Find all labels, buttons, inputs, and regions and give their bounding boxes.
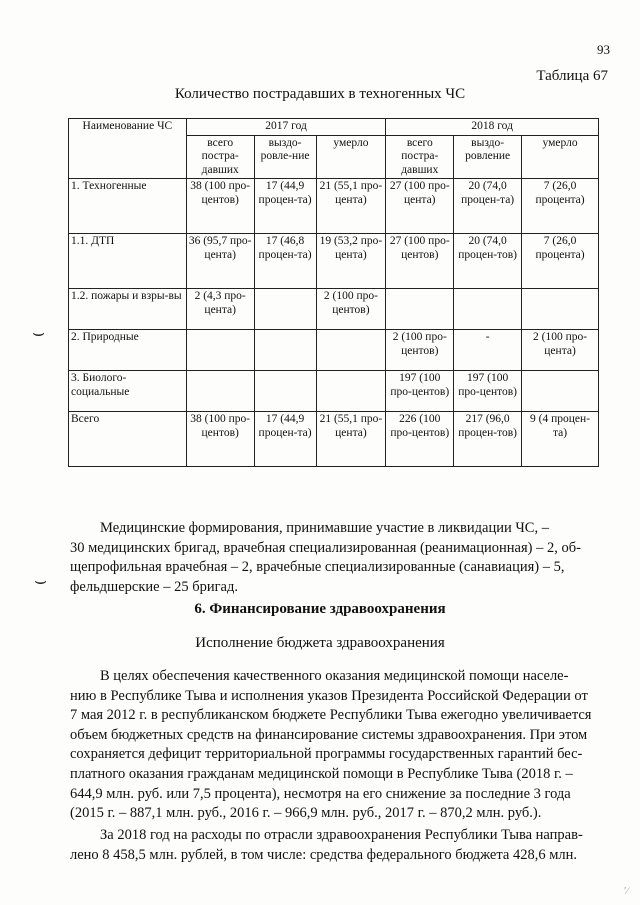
table-cell — [254, 289, 316, 330]
table-cell: 27 (100 про-цента) — [386, 179, 454, 234]
subheader-cell: всего постра-давших — [386, 135, 454, 179]
text-line: 30 медицинских бригад, врачебная специализированная (реанимационная) – 2, об- — [70, 539, 581, 556]
table-cell: - — [454, 330, 522, 371]
table-cell — [522, 289, 599, 330]
table-cell — [254, 330, 316, 371]
paragraph-medical-teams — [70, 519, 608, 597]
table-cell: 197 (100 про-центов) — [454, 371, 522, 412]
subheader-cell: умерло — [316, 135, 386, 179]
table-cell: 7 (26,0 процента) — [522, 179, 599, 234]
table-cell: 2 (100 про-цента) — [522, 330, 599, 371]
table-cell: 19 (53,2 про-цента) — [316, 234, 386, 289]
table-cell — [522, 371, 599, 412]
row-label: 1.1. ДТП — [69, 234, 187, 289]
row-label: Всего — [69, 412, 187, 467]
table-cell: 226 (100 про-центов) — [386, 412, 454, 467]
text-line: За 2018 год на расходы по отрасли здравоохранения Республики Тыва направ- — [100, 827, 583, 843]
table-cell: 20 (74,0 процен-тов) — [454, 234, 522, 289]
table-row — [69, 179, 599, 234]
table-row — [69, 234, 599, 289]
table-cell — [316, 371, 386, 412]
table-cell: 38 (100 про-центов) — [186, 412, 254, 467]
margin-scan-mark: ⌣ — [32, 322, 46, 344]
text-line: сохраняется дефицит территориальной программы государственных гарантий бес- — [70, 746, 583, 763]
table-cell: 7 (26,0 процента) — [522, 234, 599, 289]
table-header-row — [69, 119, 599, 136]
table-cell: 21 (55,1 про-цента) — [316, 179, 386, 234]
table-cell: 2 (4,3 про-цента) — [186, 289, 254, 330]
table-cell: 36 (95,7 про-цента) — [186, 234, 254, 289]
table-row — [69, 330, 599, 371]
page-number: 93 — [597, 42, 610, 57]
table-cell — [316, 330, 386, 371]
table-cell: 21 (55,1 про-цента) — [316, 412, 386, 467]
table-cell — [186, 371, 254, 412]
text-line: щепрофильная врачебная – 2, врачебные специализированные (санавиация) – 5, — [70, 559, 565, 576]
table-row — [69, 289, 599, 330]
text-line: нию в Республике Тыва и исполнения указов Президента Российской Федерации от — [70, 687, 588, 704]
text-line: лено 8 458,5 млн. рублей, в том числе: средства федерального бюджета 428,6 млн. — [70, 846, 577, 863]
table-cell: 17 (46,8 процен-та) — [254, 234, 316, 289]
row-label: 1. Техногенные — [69, 179, 187, 234]
row-label: 2. Природные — [69, 330, 187, 371]
table-cell: 2 (100 про-центов) — [386, 330, 454, 371]
paragraph-budget — [70, 667, 608, 824]
paragraph-expenditure — [70, 826, 608, 865]
table-cell: 20 (74,0 процен-та) — [454, 179, 522, 234]
table-cell: 2 (100 про-центов) — [316, 289, 386, 330]
text-line: (2015 г. – 887,1 млн. руб., 2016 г. – 966,9 млн. руб., 2017 г. – 870,2 млн. руб.). — [70, 805, 542, 822]
table-cell: 9 (4 процен-та) — [522, 412, 599, 467]
table-title: Количество пострадавших в техногенных ЧС — [174, 86, 466, 102]
text-line: платного оказания гражданам медицинской помощи в Республике Тыва (2018 г. – — [70, 765, 573, 782]
subheader-cell: всего постра-давших — [186, 135, 254, 179]
text-line: Медицинские формирования, принимавшие участие в ликвидации ЧС, – — [100, 520, 549, 536]
table-cell — [386, 289, 454, 330]
table-cell: 38 (100 про-центов) — [186, 179, 254, 234]
table-cell — [186, 330, 254, 371]
corner-mark: ′∕ — [624, 886, 628, 897]
text-line: 644,9 млн. руб. или 7,5 процента), несмотря на его снижение за последние 3 года — [70, 785, 571, 802]
row-label: 3. Биолого-социальные — [69, 371, 187, 412]
subheader-cell: выздо-ровле-ние — [254, 135, 316, 179]
table-row — [69, 371, 599, 412]
table-cell: 17 (44,9 процен-та) — [254, 179, 316, 234]
subheader-cell: умерло — [522, 135, 599, 179]
subheader-cell: выздо-ровление — [454, 135, 522, 179]
table-cell: 197 (100 про-центов) — [386, 371, 454, 412]
section-heading: 6. Финансирование здравоохранения — [194, 601, 446, 617]
table-cell — [454, 289, 522, 330]
table-cell — [254, 371, 316, 412]
table-row — [69, 412, 599, 467]
table-cell: 27 (100 про-центов) — [386, 234, 454, 289]
table-cell: 17 (44,9 процен-та) — [254, 412, 316, 467]
subsection-heading: Исполнение бюджета здравоохранения — [195, 635, 445, 651]
text-line: В целях обеспечения качественного оказания медицинской помощи населе- — [100, 668, 569, 684]
row-label: 1.2. пожары и взры-вы — [69, 289, 187, 330]
casualties-table — [68, 118, 599, 467]
text-line: фельдшерские – 25 бригад. — [70, 578, 238, 595]
col-header-2017: 2017 год — [186, 119, 386, 136]
col-header-name: Наименование ЧС — [69, 119, 187, 179]
table-cell: 217 (96,0 процен-тов) — [454, 412, 522, 467]
col-header-2018: 2018 год — [386, 119, 599, 136]
text-line: 7 мая 2012 г. в республиканском бюджете Республики Тыва ежегодно увеличивается — [70, 707, 592, 724]
table-label: Таблица 67 — [536, 68, 608, 84]
margin-scan-mark: ⌣ — [34, 570, 48, 592]
text-line: объем бюджетных средств на финансирование системы здравоохранения. При этом — [70, 726, 588, 743]
